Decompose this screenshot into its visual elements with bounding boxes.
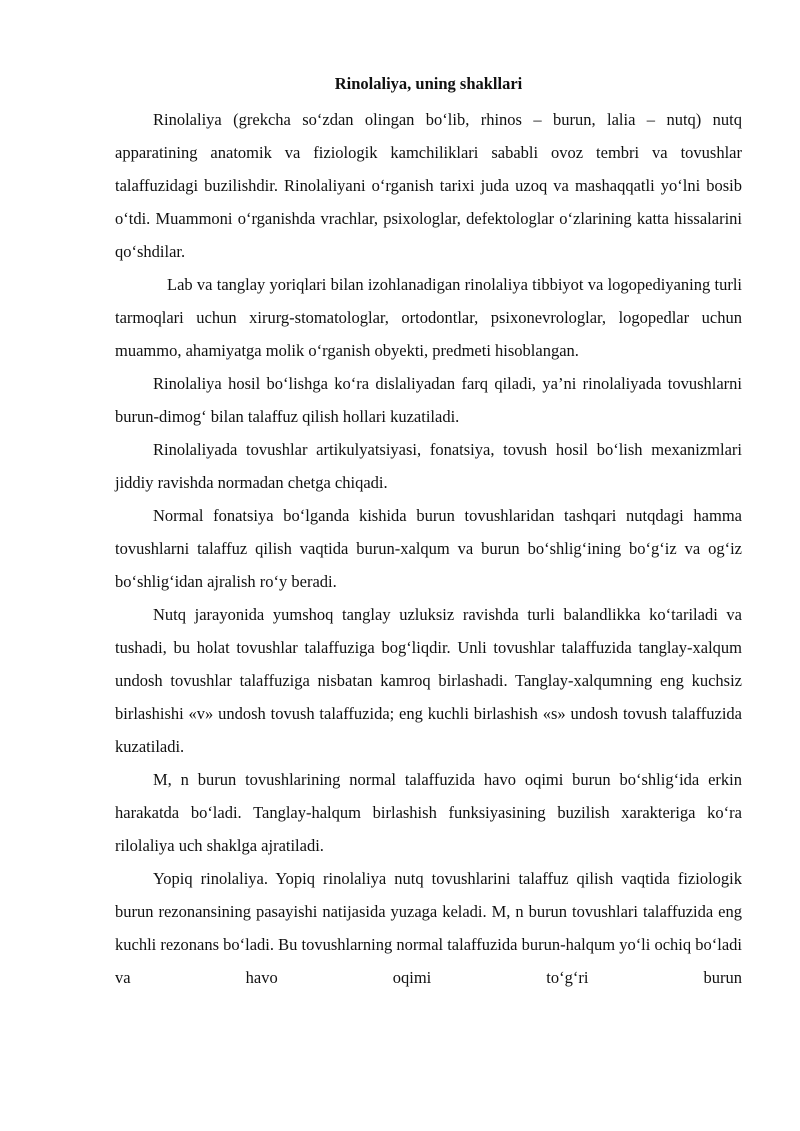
document-page: [115, 72, 742, 994]
paragraph-6: Nutq jarayonida yumshoq tanglay uzluksiz ravishda turli balandlikka ko‘tariladi va tushadi, bu holat tovushlar talaffuziga bog‘liqdir. Unli tovushlar talaffuzida tanglay-xalqum undosh tovushlar talaffuziga nisbatan kamroq birlashadi. Tanglay-xalqumning eng kuchsiz birlashishi «v» undosh tovush talaffuzida; eng kuchli birlashish «s» undosh tovush talaffuzida kuzatiladi.: [115, 605, 742, 756]
paragraph-5: Normal fonatsiya bo‘lganda kishida burun tovushlaridan tashqari nutqdagi hamma tovushlarni talaffuz qilish vaqtida burun-xalqum va burun bo‘shlig‘ining bo‘g‘iz va og‘iz bo‘shlig‘idan ajralish ro‘y beradi.: [115, 506, 742, 591]
paragraph-3: Rinolaliya hosil bo‘lishga ko‘ra dislaliyadan farq qiladi, ya’ni rinolaliyada tovushlarni burun-dimog‘ bilan talaffuz qilish hollari kuzatiladi.: [115, 374, 742, 426]
paragraph-2: Lab va tanglay yoriqlari bilan izohlanadigan rinolaliya tibbiyot va logopediyaning turli tarmoqlari uchun xirurg-stomatologlar, ortodontlar, psixonevrologlar, logopedlar uchun muammo, ahamiyatga molik o‘rganish obyekti, predmeti hisoblangan.: [115, 275, 742, 360]
paragraph-4: Rinolaliyada tovushlar artikulyatsiyasi, fonatsiya, tovush hosil bo‘lish mexanizmlari jiddiy ravishda normadan chetga chiqadi.: [115, 440, 742, 492]
paragraph-1: Rinolaliya (grekcha so‘zdan olingan bo‘lib, rhinos – burun, lalia – nutq) nutq apparatining anatomik va fiziologik kamchiliklari sababli ovoz tembri va tovushlar talaffuzidagi buzilishdir. Rinolaliyani o‘rganish tarixi juda uzoq va mashaqqatli yo‘lni bosib o‘tdi. Muammoni o‘rganishda vrachlar, psixologlar, defektologlar o‘zlarining katta hissalarini qo‘shdilar.: [115, 110, 742, 261]
document-title: Rinolaliya, uning shakllari: [334, 74, 523, 93]
paragraph-8: Yopiq rinolaliya. Yopiq rinolaliya nutq tovushlarini talaffuz qilish vaqtida fiziologik burun rezonansining pasayishi natijasida yuzaga keladi. M, n burun tovushlari talaffuzida eng kuchli rezonans bo‘ladi. Bu tovushlarning normal talaffuzida burun-halqum yo‘li ochiq bo‘ladi va havo oqimi to‘g‘ri burun: [115, 869, 742, 987]
paragraph-7: M, n burun tovushlarining normal talaffuzida havo oqimi burun bo‘shlig‘ida erkin harakatda bo‘ladi. Tanglay-halqum birlashish funksiyasining buzilish xarakteriga ko‘ra rilolaliya uch shaklga ajratiladi.: [115, 770, 742, 855]
